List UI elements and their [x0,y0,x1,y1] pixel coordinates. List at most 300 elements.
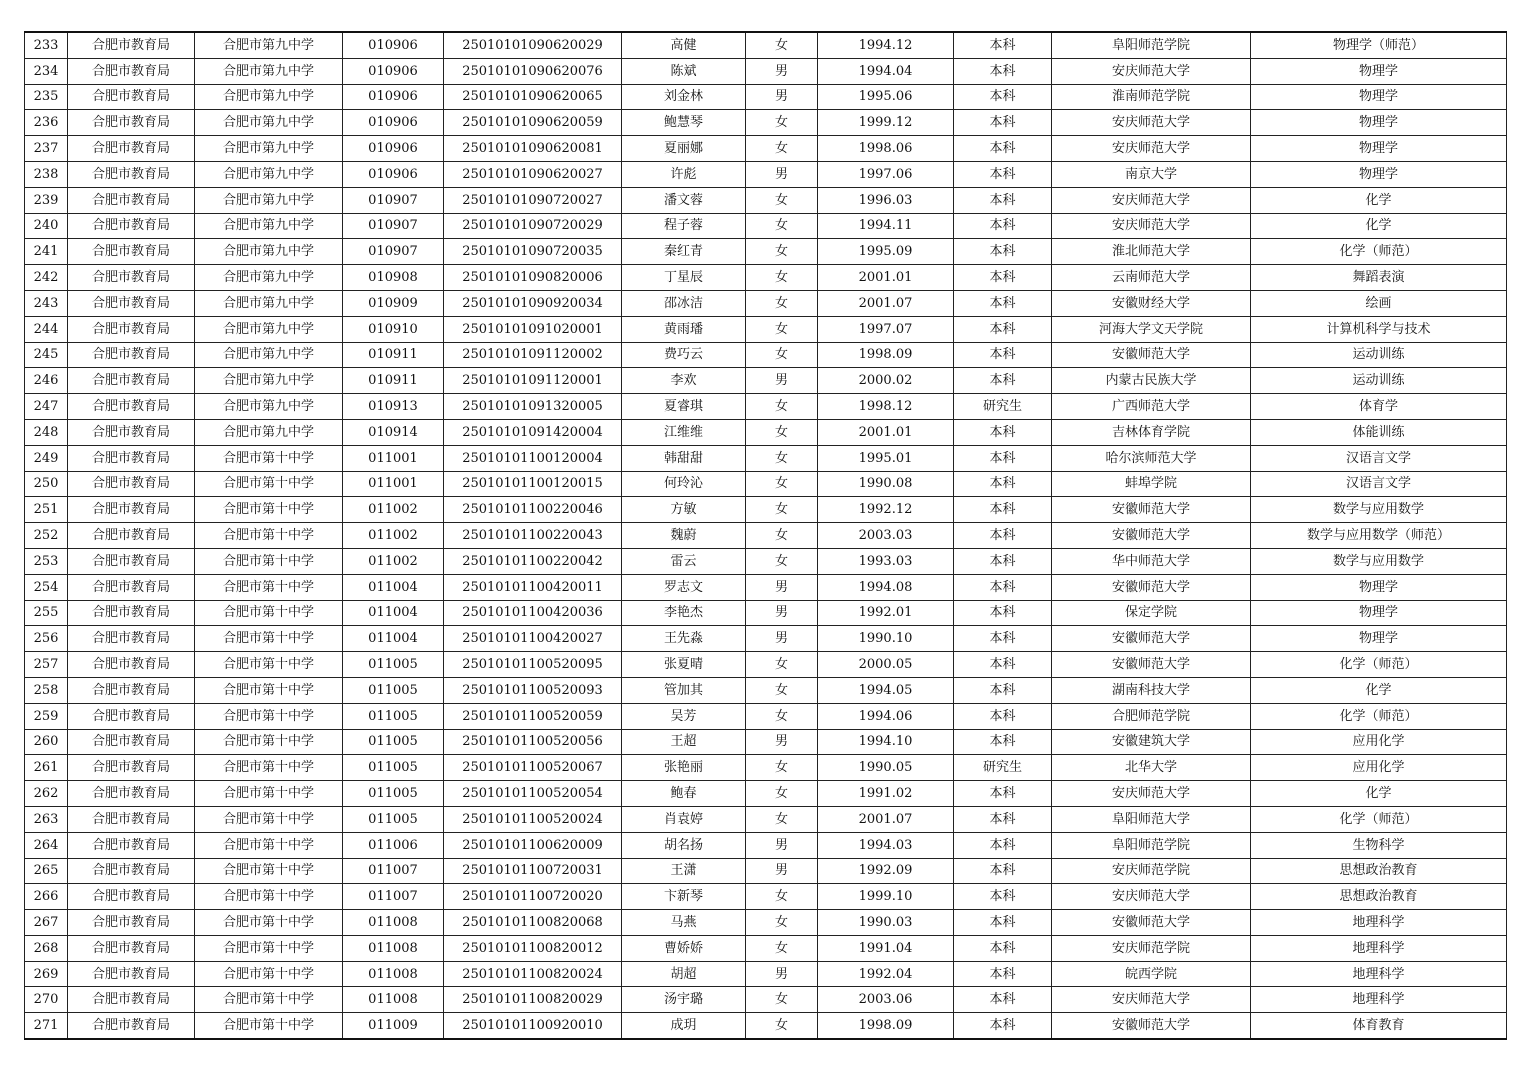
table-row [25,84,1507,110]
post-code-cell: 011002 [343,523,444,549]
university-cell: 南京大学 [1052,161,1251,187]
school-cell: 合肥市第十中学 [195,677,343,703]
dept-cell: 合肥市教育局 [68,445,195,471]
major-cell: 地理科学 [1251,961,1507,987]
school-cell: 合肥市第十中学 [195,548,343,574]
table-row [25,342,1507,368]
name-cell: 魏蔚 [622,523,746,549]
birth-cell: 1992.09 [818,858,954,884]
seq-cell: 241 [25,239,68,265]
post-code-cell: 011008 [343,910,444,936]
major-cell: 生物科学 [1251,832,1507,858]
name-cell: 汤宇璐 [622,987,746,1013]
table-row [25,755,1507,781]
seq-cell: 257 [25,652,68,678]
table-row [25,419,1507,445]
gender-cell: 女 [746,1013,818,1039]
dept-cell: 合肥市教育局 [68,961,195,987]
gender-cell: 男 [746,574,818,600]
name-cell: 李欢 [622,368,746,394]
degree-cell: 本科 [954,910,1052,936]
dept-cell: 合肥市教育局 [68,342,195,368]
dept-cell: 合肥市教育局 [68,626,195,652]
post-code-cell: 011008 [343,935,444,961]
birth-cell: 1990.05 [818,755,954,781]
exam-id-cell: 25010101090620027 [444,161,622,187]
post-code-cell: 011006 [343,832,444,858]
exam-id-cell: 25010101100920010 [444,1013,622,1039]
major-cell: 物理学 [1251,84,1507,110]
exam-id-cell: 25010101090720035 [444,239,622,265]
university-cell: 内蒙古民族大学 [1052,368,1251,394]
gender-cell: 男 [746,961,818,987]
school-cell: 合肥市第十中学 [195,729,343,755]
seq-cell: 261 [25,755,68,781]
gender-cell: 女 [746,703,818,729]
post-code-cell: 011007 [343,858,444,884]
degree-cell: 本科 [954,574,1052,600]
major-cell: 物理学 [1251,626,1507,652]
university-cell: 保定学院 [1052,600,1251,626]
dept-cell: 合肥市教育局 [68,600,195,626]
name-cell: 肖袁婷 [622,806,746,832]
seq-cell: 234 [25,58,68,84]
seq-cell: 238 [25,161,68,187]
table-row [25,987,1507,1013]
seq-cell: 258 [25,677,68,703]
university-cell: 安徽师范大学 [1052,1013,1251,1039]
major-cell: 汉语言文学 [1251,471,1507,497]
degree-cell: 本科 [954,471,1052,497]
school-cell: 合肥市第十中学 [195,781,343,807]
university-cell: 安徽建筑大学 [1052,729,1251,755]
gender-cell: 女 [746,755,818,781]
degree-cell: 本科 [954,858,1052,884]
major-cell: 体能训练 [1251,419,1507,445]
exam-id-cell: 25010101090620029 [444,32,622,58]
university-cell: 湖南科技大学 [1052,677,1251,703]
roster-sheet [24,31,1506,1040]
degree-cell: 本科 [954,703,1052,729]
university-cell: 阜阳师范大学 [1052,806,1251,832]
gender-cell: 男 [746,161,818,187]
post-code-cell: 011008 [343,987,444,1013]
university-cell: 安徽师范大学 [1052,497,1251,523]
name-cell: 夏丽娜 [622,136,746,162]
name-cell: 王先淼 [622,626,746,652]
dept-cell: 合肥市教育局 [68,729,195,755]
major-cell: 思想政治教育 [1251,858,1507,884]
table-row [25,265,1507,291]
degree-cell: 研究生 [954,755,1052,781]
university-cell: 安徽财经大学 [1052,290,1251,316]
seq-cell: 247 [25,394,68,420]
birth-cell: 1997.07 [818,316,954,342]
exam-id-cell: 25010101100820024 [444,961,622,987]
major-cell: 化学 [1251,187,1507,213]
seq-cell: 259 [25,703,68,729]
major-cell: 应用化学 [1251,729,1507,755]
dept-cell: 合肥市教育局 [68,316,195,342]
school-cell: 合肥市第十中学 [195,703,343,729]
post-code-cell: 011004 [343,626,444,652]
gender-cell: 女 [746,471,818,497]
name-cell: 刘金林 [622,84,746,110]
name-cell: 张艳丽 [622,755,746,781]
university-cell: 安徽师范大学 [1052,652,1251,678]
gender-cell: 女 [746,523,818,549]
school-cell: 合肥市第九中学 [195,187,343,213]
post-code-cell: 010911 [343,368,444,394]
birth-cell: 2003.03 [818,523,954,549]
dept-cell: 合肥市教育局 [68,239,195,265]
major-cell: 物理学 [1251,136,1507,162]
post-code-cell: 010906 [343,161,444,187]
exam-id-cell: 25010101091320005 [444,394,622,420]
dept-cell: 合肥市教育局 [68,910,195,936]
birth-cell: 1998.06 [818,136,954,162]
table-row [25,394,1507,420]
name-cell: 胡名扬 [622,832,746,858]
major-cell: 思想政治教育 [1251,884,1507,910]
seq-cell: 249 [25,445,68,471]
table-row [25,187,1507,213]
birth-cell: 1994.12 [818,32,954,58]
degree-cell: 本科 [954,781,1052,807]
seq-cell: 254 [25,574,68,600]
school-cell: 合肥市第十中学 [195,652,343,678]
degree-cell: 本科 [954,1013,1052,1039]
exam-id-cell: 25010101100520059 [444,703,622,729]
name-cell: 吴芳 [622,703,746,729]
university-cell: 安庆师范大学 [1052,136,1251,162]
table-row [25,858,1507,884]
major-cell: 地理科学 [1251,987,1507,1013]
gender-cell: 女 [746,110,818,136]
seq-cell: 264 [25,832,68,858]
birth-cell: 1992.12 [818,497,954,523]
seq-cell: 263 [25,806,68,832]
university-cell: 皖西学院 [1052,961,1251,987]
university-cell: 蚌埠学院 [1052,471,1251,497]
degree-cell: 本科 [954,368,1052,394]
school-cell: 合肥市第九中学 [195,419,343,445]
degree-cell: 本科 [954,213,1052,239]
exam-id-cell: 25010101100820029 [444,987,622,1013]
post-code-cell: 010913 [343,394,444,420]
seq-cell: 251 [25,497,68,523]
table-row [25,626,1507,652]
university-cell: 安庆师范大学 [1052,213,1251,239]
gender-cell: 男 [746,832,818,858]
table-row [25,110,1507,136]
dept-cell: 合肥市教育局 [68,574,195,600]
post-code-cell: 011005 [343,703,444,729]
gender-cell: 女 [746,935,818,961]
gender-cell: 女 [746,342,818,368]
university-cell: 安徽师范大学 [1052,574,1251,600]
name-cell: 方敏 [622,497,746,523]
birth-cell: 1995.01 [818,445,954,471]
degree-cell: 本科 [954,935,1052,961]
university-cell: 北华大学 [1052,755,1251,781]
school-cell: 合肥市第十中学 [195,471,343,497]
dept-cell: 合肥市教育局 [68,523,195,549]
school-cell: 合肥市第十中学 [195,1013,343,1039]
exam-id-cell: 25010101100520056 [444,729,622,755]
seq-cell: 235 [25,84,68,110]
school-cell: 合肥市第九中学 [195,136,343,162]
university-cell: 阜阳师范学院 [1052,832,1251,858]
major-cell: 舞蹈表演 [1251,265,1507,291]
table-row [25,523,1507,549]
degree-cell: 本科 [954,419,1052,445]
major-cell: 地理科学 [1251,910,1507,936]
post-code-cell: 010906 [343,136,444,162]
school-cell: 合肥市第九中学 [195,239,343,265]
exam-id-cell: 25010101100820012 [444,935,622,961]
exam-id-cell: 25010101100520024 [444,806,622,832]
post-code-cell: 011005 [343,806,444,832]
school-cell: 合肥市第九中学 [195,58,343,84]
gender-cell: 男 [746,84,818,110]
school-cell: 合肥市第十中学 [195,755,343,781]
university-cell: 哈尔滨师范大学 [1052,445,1251,471]
school-cell: 合肥市第十中学 [195,910,343,936]
university-cell: 云南师范大学 [1052,265,1251,291]
university-cell: 安徽师范大学 [1052,523,1251,549]
dept-cell: 合肥市教育局 [68,32,195,58]
exam-id-cell: 25010101090620076 [444,58,622,84]
major-cell: 计算机科学与技术 [1251,316,1507,342]
degree-cell: 本科 [954,161,1052,187]
dept-cell: 合肥市教育局 [68,806,195,832]
birth-cell: 1994.03 [818,832,954,858]
major-cell: 绘画 [1251,290,1507,316]
degree-cell: 本科 [954,884,1052,910]
dept-cell: 合肥市教育局 [68,548,195,574]
name-cell: 陈斌 [622,58,746,84]
seq-cell: 266 [25,884,68,910]
exam-id-cell: 25010101100520067 [444,755,622,781]
post-code-cell: 010909 [343,290,444,316]
gender-cell: 女 [746,652,818,678]
degree-cell: 本科 [954,316,1052,342]
table-row [25,161,1507,187]
seq-cell: 262 [25,781,68,807]
post-code-cell: 011005 [343,677,444,703]
dept-cell: 合肥市教育局 [68,58,195,84]
post-code-cell: 010907 [343,187,444,213]
post-code-cell: 011005 [343,652,444,678]
exam-id-cell: 25010101090620081 [444,136,622,162]
name-cell: 卞新琴 [622,884,746,910]
post-code-cell: 011004 [343,600,444,626]
birth-cell: 1995.09 [818,239,954,265]
seq-cell: 242 [25,265,68,291]
table-row [25,935,1507,961]
table-row [25,729,1507,755]
exam-id-cell: 25010101100220043 [444,523,622,549]
school-cell: 合肥市第十中学 [195,858,343,884]
school-cell: 合肥市第十中学 [195,497,343,523]
exam-id-cell: 25010101090620065 [444,84,622,110]
gender-cell: 女 [746,781,818,807]
school-cell: 合肥市第十中学 [195,523,343,549]
seq-cell: 252 [25,523,68,549]
table-row [25,290,1507,316]
gender-cell: 女 [746,806,818,832]
post-code-cell: 011002 [343,548,444,574]
school-cell: 合肥市第十中学 [195,600,343,626]
dept-cell: 合肥市教育局 [68,703,195,729]
major-cell: 体育学 [1251,394,1507,420]
birth-cell: 1995.06 [818,84,954,110]
degree-cell: 本科 [954,729,1052,755]
dept-cell: 合肥市教育局 [68,394,195,420]
gender-cell: 女 [746,394,818,420]
dept-cell: 合肥市教育局 [68,497,195,523]
degree-cell: 本科 [954,32,1052,58]
major-cell: 地理科学 [1251,935,1507,961]
name-cell: 李艳杰 [622,600,746,626]
birth-cell: 1998.12 [818,394,954,420]
university-cell: 吉林体育学院 [1052,419,1251,445]
name-cell: 雷云 [622,548,746,574]
gender-cell: 女 [746,419,818,445]
gender-cell: 女 [746,548,818,574]
table-row [25,600,1507,626]
birth-cell: 2001.07 [818,290,954,316]
table-row [25,239,1507,265]
birth-cell: 2000.02 [818,368,954,394]
seq-cell: 267 [25,910,68,936]
exam-id-cell: 25010101091020001 [444,316,622,342]
university-cell: 淮南师范学院 [1052,84,1251,110]
gender-cell: 男 [746,626,818,652]
birth-cell: 2003.06 [818,987,954,1013]
major-cell: 物理学 [1251,161,1507,187]
birth-cell: 1990.08 [818,471,954,497]
degree-cell: 本科 [954,342,1052,368]
name-cell: 管加其 [622,677,746,703]
university-cell: 安庆师范学院 [1052,858,1251,884]
degree-cell: 本科 [954,497,1052,523]
post-code-cell: 010906 [343,110,444,136]
table-row [25,471,1507,497]
dept-cell: 合肥市教育局 [68,265,195,291]
school-cell: 合肥市第十中学 [195,884,343,910]
gender-cell: 女 [746,316,818,342]
exam-id-cell: 25010101100520093 [444,677,622,703]
birth-cell: 1994.10 [818,729,954,755]
dept-cell: 合肥市教育局 [68,161,195,187]
seq-cell: 244 [25,316,68,342]
name-cell: 罗志文 [622,574,746,600]
post-code-cell: 011002 [343,497,444,523]
major-cell: 化学（师范） [1251,239,1507,265]
post-code-cell: 011005 [343,729,444,755]
exam-id-cell: 25010101100720020 [444,884,622,910]
exam-id-cell: 25010101100420011 [444,574,622,600]
birth-cell: 1991.02 [818,781,954,807]
table-row [25,548,1507,574]
school-cell: 合肥市第九中学 [195,161,343,187]
name-cell: 王潇 [622,858,746,884]
birth-cell: 1994.04 [818,58,954,84]
gender-cell: 女 [746,497,818,523]
name-cell: 王超 [622,729,746,755]
degree-cell: 本科 [954,239,1052,265]
dept-cell: 合肥市教育局 [68,1013,195,1039]
exam-id-cell: 25010101100620009 [444,832,622,858]
degree-cell: 本科 [954,626,1052,652]
seq-cell: 243 [25,290,68,316]
exam-id-cell: 25010101100820068 [444,910,622,936]
table-row [25,58,1507,84]
dept-cell: 合肥市教育局 [68,755,195,781]
name-cell: 秦红青 [622,239,746,265]
table-row [25,1013,1507,1039]
table-row [25,677,1507,703]
seq-cell: 253 [25,548,68,574]
university-cell: 安庆师范大学 [1052,187,1251,213]
birth-cell: 1998.09 [818,1013,954,1039]
birth-cell: 1990.10 [818,626,954,652]
school-cell: 合肥市第九中学 [195,213,343,239]
table-row [25,136,1507,162]
gender-cell: 女 [746,290,818,316]
post-code-cell: 011001 [343,445,444,471]
dept-cell: 合肥市教育局 [68,884,195,910]
seq-cell: 246 [25,368,68,394]
dept-cell: 合肥市教育局 [68,110,195,136]
table-row [25,781,1507,807]
school-cell: 合肥市第九中学 [195,394,343,420]
dept-cell: 合肥市教育局 [68,368,195,394]
name-cell: 成玥 [622,1013,746,1039]
seq-cell: 240 [25,213,68,239]
birth-cell: 1994.08 [818,574,954,600]
birth-cell: 1994.11 [818,213,954,239]
name-cell: 张夏晴 [622,652,746,678]
school-cell: 合肥市第九中学 [195,32,343,58]
degree-cell: 本科 [954,961,1052,987]
table-row [25,832,1507,858]
gender-cell: 男 [746,58,818,84]
university-cell: 安徽师范大学 [1052,910,1251,936]
post-code-cell: 010907 [343,239,444,265]
gender-cell: 男 [746,368,818,394]
major-cell: 汉语言文学 [1251,445,1507,471]
seq-cell: 271 [25,1013,68,1039]
seq-cell: 265 [25,858,68,884]
gender-cell: 女 [746,265,818,291]
major-cell: 化学 [1251,781,1507,807]
post-code-cell: 010906 [343,32,444,58]
exam-id-cell: 25010101090920034 [444,290,622,316]
post-code-cell: 011001 [343,471,444,497]
degree-cell: 本科 [954,806,1052,832]
gender-cell: 女 [746,32,818,58]
name-cell: 江维维 [622,419,746,445]
gender-cell: 女 [746,187,818,213]
university-cell: 安庆师范学院 [1052,935,1251,961]
post-code-cell: 011005 [343,755,444,781]
post-code-cell: 010914 [343,419,444,445]
major-cell: 物理学 [1251,574,1507,600]
major-cell: 物理学 [1251,58,1507,84]
